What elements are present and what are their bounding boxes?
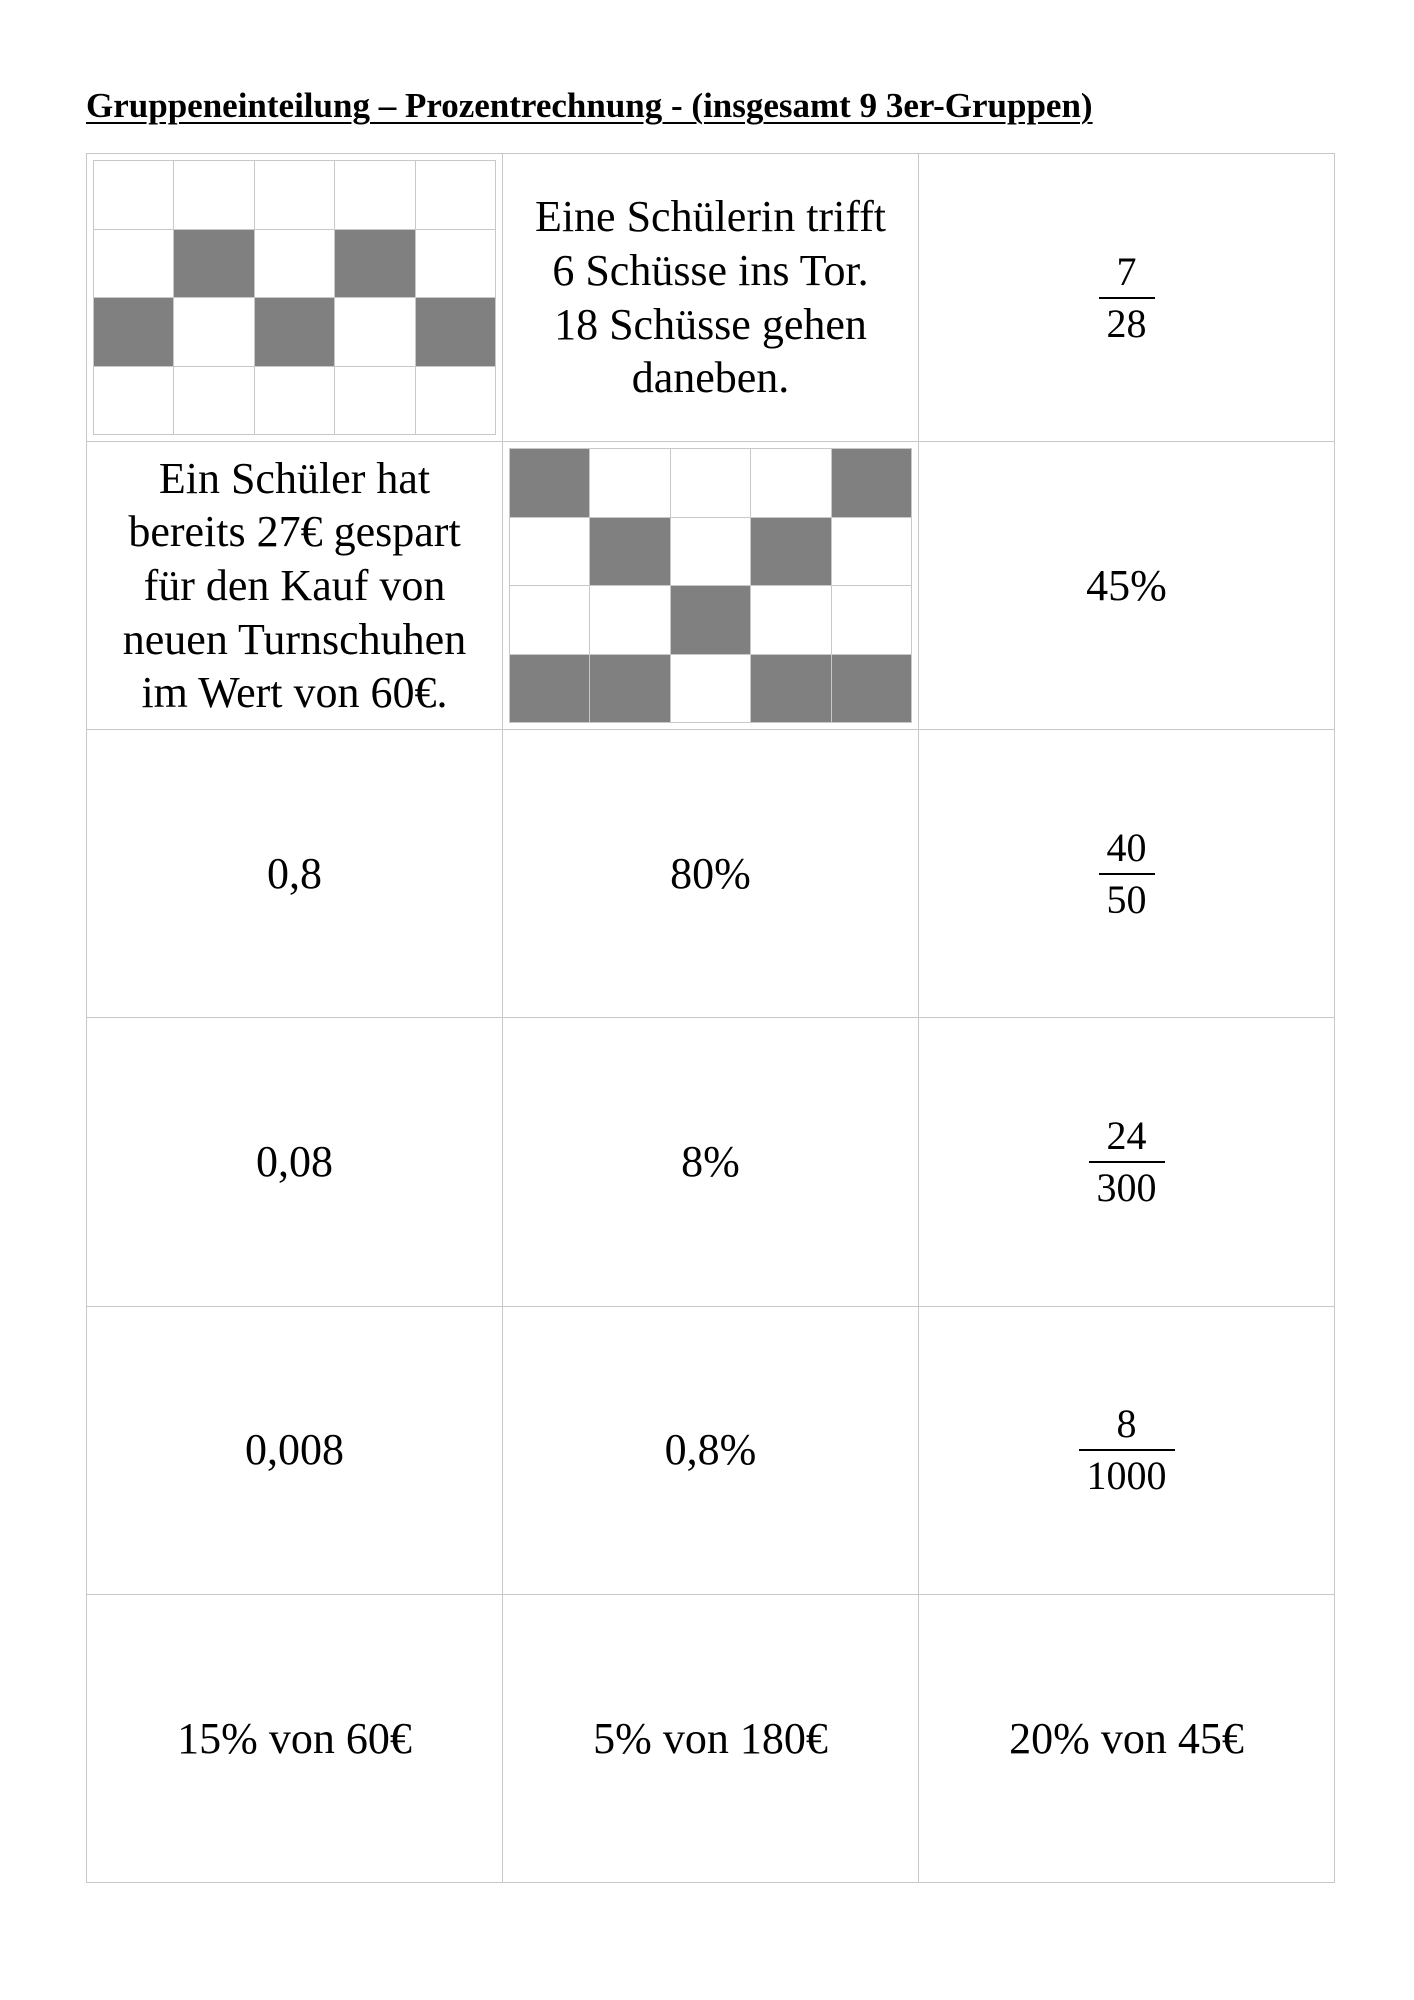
grid-square-filled <box>832 655 912 724</box>
card-text-line: 45% <box>1086 560 1167 610</box>
card-text-line: bereits 27€ gespart <box>128 507 461 557</box>
fraction-denominator: 50 <box>1106 876 1147 922</box>
percent-of-60-card <box>87 1595 503 1883</box>
shaded-grid <box>93 160 496 435</box>
grid-square-empty <box>174 298 254 367</box>
fraction <box>1089 1115 1165 1209</box>
word-problem-savings-card <box>87 442 503 730</box>
decimal-0-8-card <box>87 730 503 1018</box>
grid-square-empty <box>94 230 174 299</box>
card-text <box>1003 1712 1250 1766</box>
card-text <box>239 1423 350 1477</box>
grid-square-filled <box>510 449 590 518</box>
shaded-grid <box>509 448 912 723</box>
grid-square-filled <box>590 518 670 587</box>
card-text-line: 20% von 45€ <box>1009 1713 1244 1763</box>
grid-square-filled <box>416 298 496 367</box>
grid-square-filled <box>671 586 751 655</box>
grid-square-filled <box>174 230 254 299</box>
card-text-line: 5% von 180€ <box>593 1713 828 1763</box>
grid-square-filled <box>255 298 335 367</box>
card-text-line: 0,08 <box>256 1137 333 1187</box>
grid-square-empty <box>94 367 174 436</box>
card-text <box>659 1423 763 1477</box>
grid-square-empty <box>832 518 912 587</box>
fraction <box>1099 248 1155 346</box>
fraction <box>1099 824 1155 922</box>
fraction-denominator: 28 <box>1106 300 1147 346</box>
fraction-numerator: 24 <box>1106 1113 1147 1159</box>
card-text <box>675 1135 746 1189</box>
grid-square-filled <box>751 655 831 724</box>
grid-square-empty <box>416 367 496 436</box>
card-text-line: 15% von 60€ <box>177 1713 412 1763</box>
card-text-line: 0,8% <box>664 1425 757 1475</box>
card-text <box>250 1135 339 1189</box>
card-text <box>1080 559 1173 613</box>
percent-45-card <box>919 442 1335 730</box>
fraction-denominator: 300 <box>1096 1165 1157 1211</box>
grid-square-filled <box>751 518 831 587</box>
card-text-line: daneben. <box>631 353 790 403</box>
percent-of-45-card <box>919 1595 1335 1883</box>
card-text-line: 18 Schüsse gehen <box>554 299 867 349</box>
grid-square-filled <box>590 655 670 724</box>
grid-square-empty <box>671 449 751 518</box>
card-text <box>261 847 328 901</box>
decimal-0-008-card <box>87 1307 503 1595</box>
card-text-line: für den Kauf von <box>143 560 446 610</box>
shaded-grid-card-b <box>503 442 919 730</box>
card-text <box>587 1712 834 1766</box>
grid-square-filled <box>832 449 912 518</box>
card-text-line: 80% <box>670 849 751 899</box>
shaded-grid-card-a <box>87 154 503 442</box>
fraction-8-1000-card <box>919 1307 1335 1595</box>
grid-square-empty <box>510 518 590 587</box>
grid-square-empty <box>590 586 670 655</box>
grid-square-filled <box>510 655 590 724</box>
percent-of-180-card <box>503 1595 919 1883</box>
grid-square-filled <box>335 230 415 299</box>
grid-square-empty <box>335 298 415 367</box>
fraction-denominator: 1000 <box>1086 1453 1167 1499</box>
grid-square-empty <box>174 367 254 436</box>
grid-square-empty <box>751 449 831 518</box>
card-text-line: Ein Schüler hat <box>158 453 431 503</box>
card-text <box>664 847 757 901</box>
grid-square-empty <box>174 161 254 230</box>
card-text <box>529 190 892 405</box>
decimal-0-08-card <box>87 1018 503 1306</box>
percent-0-8-card <box>503 1307 919 1595</box>
grid-square-empty <box>751 586 831 655</box>
card-text-line: 0,8 <box>267 849 322 899</box>
grid-square-empty <box>416 230 496 299</box>
fraction <box>1079 1403 1175 1497</box>
grid-square-empty <box>255 367 335 436</box>
grid-square-filled <box>94 298 174 367</box>
grid-square-empty <box>671 655 751 724</box>
fraction-numerator: 7 <box>1116 248 1137 294</box>
card-text-line: Eine Schülerin trifft <box>534 192 887 242</box>
grid-square-empty <box>94 161 174 230</box>
grid-square-empty <box>255 161 335 230</box>
card-text-line: neuen Turnschuhen <box>122 614 467 664</box>
fraction-24-300-card <box>919 1018 1335 1306</box>
grid-square-empty <box>416 161 496 230</box>
grid-square-empty <box>255 230 335 299</box>
page-title: Gruppeneinteilung – Prozentrechnung - (insgesamt 9 3er-Gruppen) <box>86 86 1093 125</box>
percent-80-card <box>503 730 919 1018</box>
card-text-line: im Wert von 60€. <box>141 668 448 718</box>
fraction-numerator: 8 <box>1116 1401 1137 1447</box>
card-text-line: 6 Schüsse ins Tor. <box>552 245 869 295</box>
word-problem-goals-card <box>503 154 919 442</box>
grid-square-empty <box>335 161 415 230</box>
fraction-7-28-card <box>919 154 1335 442</box>
grid-square-empty <box>832 586 912 655</box>
grid-square-empty <box>671 518 751 587</box>
grid-square-empty <box>335 367 415 436</box>
card-text <box>117 452 472 720</box>
card-text-line: 0,008 <box>245 1425 344 1475</box>
grid-square-empty <box>590 449 670 518</box>
card-text-line: 8% <box>681 1137 740 1187</box>
card-text <box>171 1712 418 1766</box>
fraction-40-50-card <box>919 730 1335 1018</box>
card-table <box>86 153 1335 1883</box>
grid-square-empty <box>510 586 590 655</box>
fraction-numerator: 40 <box>1106 824 1147 870</box>
percent-8-card <box>503 1018 919 1306</box>
